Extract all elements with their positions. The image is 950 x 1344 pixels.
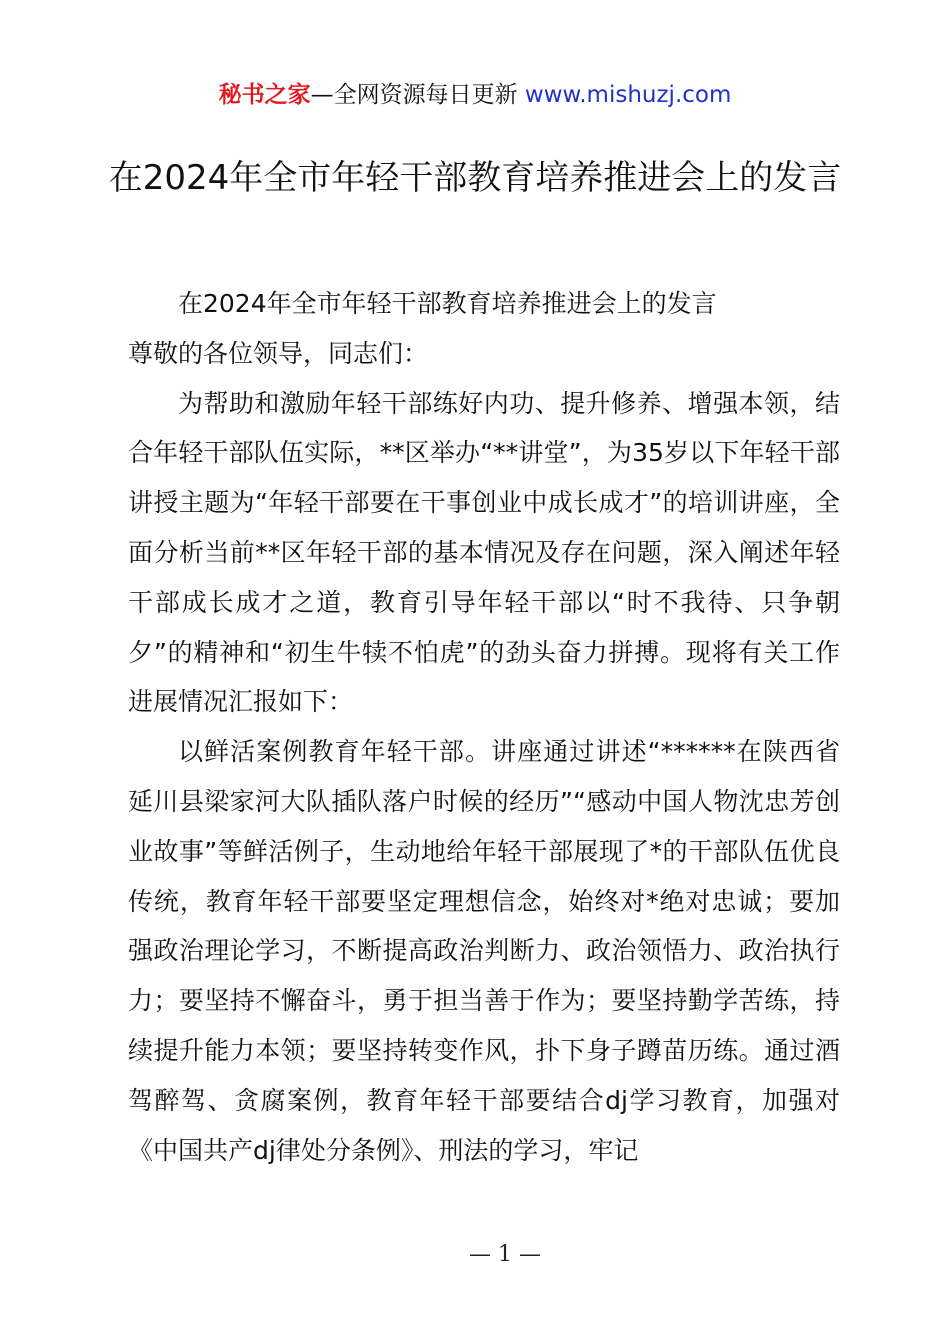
body-paragraph: 为帮助和激励年轻干部练好内功、提升修养、增强本领，结合年轻干部队伍实际，**区举办“**讲堂”，为35岁以下年轻干部讲授主题为“年轻干部要在干事创业中成长成才”的培训讲座，全面分析当前**区年轻干部的基本情况及存在问题，深入阐述年轻干部成长成才之道，教育引导年轻干部以“时不我待、只争朝夕”的精神和“初生牛犊不怕虎”的劲头奋力拼搏。现将有关工作进展情况汇报如下：: [128, 388, 840, 717]
body-paragraph: 以鲜活案例教育年轻干部。讲座通过讲述“******在陕西省延川县梁家河大队插队落户时候的经历”“感动中国人物沈忠芳创业故事”等鲜活例子，生动地给年轻干部展现了*的干部队伍优良传统，教育年轻干部要坚定理想信念，始终对*绝对忠诚；要加强政治理论学习，不断提高政治判断力、政治领悟力、政治执行力；要坚持不懈奋斗，勇于担当善于作为；要坚持勤学苦练，持续提升能力本领；要坚持转变作风，扑下身子蹲苗历练。通过酒驾醉驾、贪腐案例，教育年轻干部要结合dj学习教育，加强对《中国共产dj律处分条例》、刑法的学习，牢记: [128, 737, 840, 1165]
subtitle-paragraph: 在2024年全市年轻干部教育培养推进会上的发言: [178, 289, 717, 318]
site-brand: 秘书之家: [218, 82, 311, 108]
site-url-link[interactable]: www.mishuzj.com: [524, 82, 732, 108]
page-number: — 1 —: [469, 1242, 541, 1267]
document-body: [128, 279, 840, 1175]
site-banner: [0, 78, 950, 112]
salutation-paragraph: 尊敬的各位领导，同志们：: [128, 338, 429, 368]
document-title: 在2024年全市年轻干部教育培养推进会上的发言: [108, 158, 842, 198]
site-tagline: —全网资源每日更新: [310, 82, 525, 108]
